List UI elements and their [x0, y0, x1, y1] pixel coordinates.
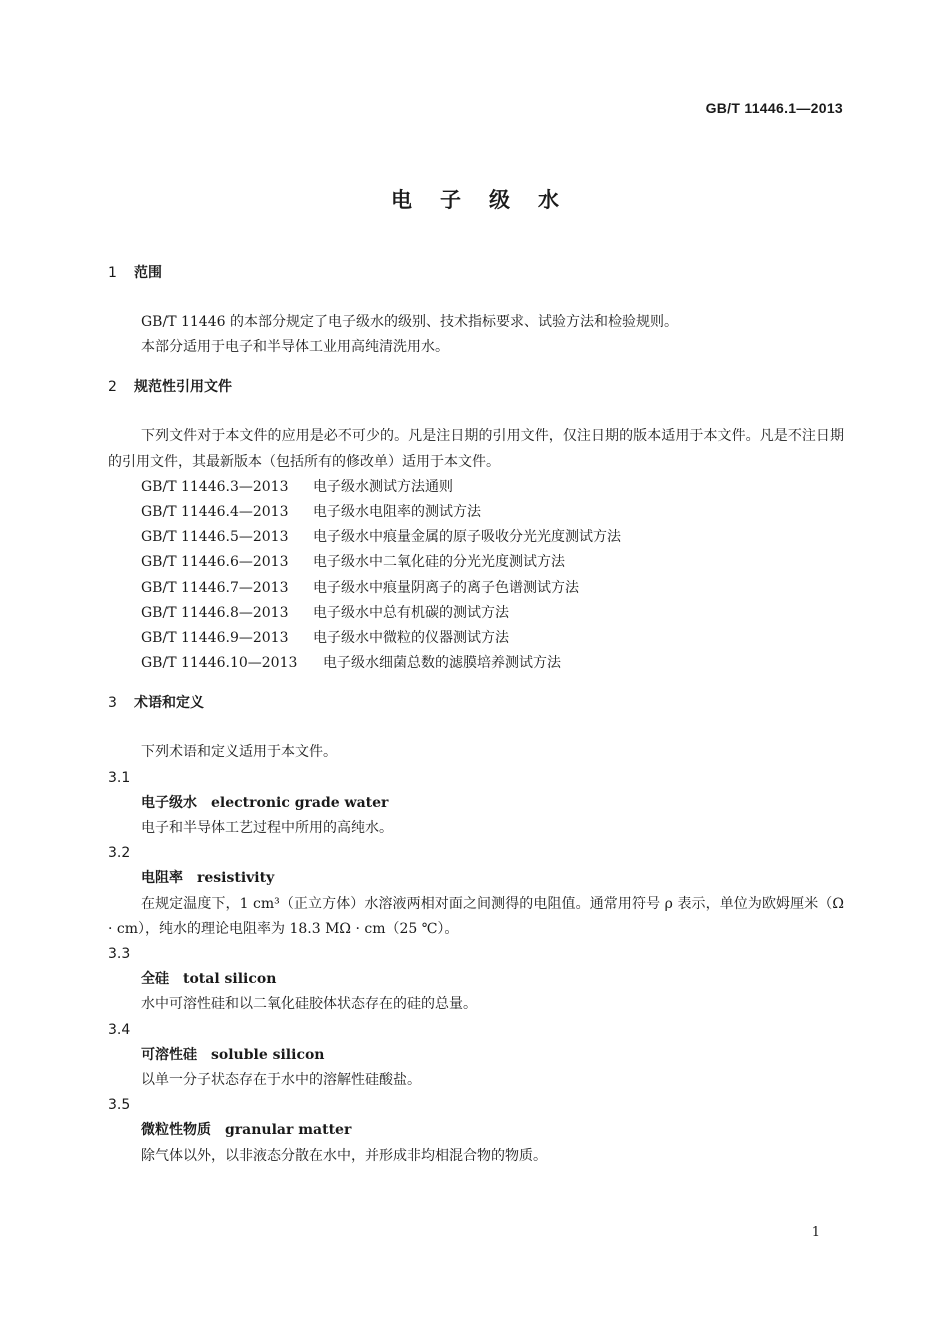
term-heading [108, 791, 844, 816]
reference-code: GB/T 11446.9—2013 [141, 630, 289, 647]
page-number: 1 [811, 1225, 820, 1240]
term-chinese: 电阻率 [141, 870, 183, 887]
term-number: 3.3 [108, 946, 131, 963]
term-number: 3.2 [108, 845, 131, 862]
term-chinese: 可溶性硅 [141, 1046, 197, 1063]
term-heading [108, 1043, 844, 1068]
reference-code: GB/T 11446.3—2013 [141, 478, 289, 495]
term-entry [108, 942, 844, 1018]
section-number: 3 [108, 695, 117, 712]
section-title: 规范性引用文件 [134, 379, 232, 396]
normative-refs-intro: 下列文件对于本文件的应用是必不可少的。凡是注日期的引用文件，仅注日期的版本适用于本文件。凡是不注日期的引用文件，其最新版本（包括所有的修改单）适用于本文件。 [108, 428, 844, 470]
term-entry [108, 841, 844, 942]
section-title: 术语和定义 [134, 695, 204, 712]
term-english: granular matter [225, 1122, 352, 1139]
reference-title: 电子级水中二氧化硅的分光光度测试方法 [313, 554, 565, 571]
reference-item [108, 626, 844, 651]
reference-code: GB/T 11446.6—2013 [141, 554, 289, 571]
term-chinese: 全硅 [141, 971, 169, 988]
section-heading-scope [108, 262, 844, 284]
reference-item [108, 651, 844, 676]
reference-code: GB/T 11446.5—2013 [141, 529, 289, 546]
reference-item [108, 500, 844, 525]
section-number: 1 [108, 265, 117, 281]
reference-item [108, 550, 844, 575]
scope-paragraph: 本部分适用于电子和半导体工业用高纯清洗用水。 [141, 339, 449, 356]
standard-code: GB/T 11446.1—2013 [705, 100, 843, 116]
reference-title: 电子级水中总有机碳的测试方法 [313, 604, 509, 621]
reference-title: 电子级水测试方法通则 [313, 478, 453, 495]
term-english: electronic grade water [211, 794, 389, 811]
term-english: total silicon [183, 971, 277, 988]
reference-title: 电子级水细菌总数的滤膜培养测试方法 [323, 655, 561, 672]
reference-item [108, 475, 844, 500]
scope-paragraph: GB/T 11446 的本部分规定了电子级水的级别、技术指标要求、试验方法和检验规则。 [141, 314, 678, 330]
reference-title: 电子级水中微粒的仪器测试方法 [313, 630, 509, 647]
reference-item [108, 525, 844, 550]
term-definition: 电子和半导体工艺过程中所用的高纯水。 [141, 820, 393, 837]
term-number: 3.1 [108, 769, 131, 786]
section-heading-normative-refs [108, 376, 844, 398]
term-definition: 除气体以外，以非液态分散在水中，并形成非均相混合物的物质。 [141, 1147, 547, 1164]
term-definition: 以单一分子状态存在于水中的溶解性硅酸盐。 [141, 1072, 421, 1089]
reference-title: 电子级水中痕量阴离子的离子色谱测试方法 [313, 579, 579, 596]
term-definition: 水中可溶性硅和以二氧化硅胶体状态存在的硅的总量。 [141, 996, 477, 1013]
document-body [108, 262, 844, 1169]
reference-code: GB/T 11446.4—2013 [141, 504, 289, 521]
section-heading-terms [108, 692, 844, 714]
reference-title: 电子级水电阻率的测试方法 [313, 504, 481, 521]
term-entry [108, 1018, 844, 1094]
term-definition: 在规定温度下，1 cm³（正立方体）水溶液两相对面之间测得的电阻值。通常用符号 ρ 表示，单位为欧姆厘米（Ω · cm），纯水的理论电阻率为 18.3 MΩ · cm（25 ℃）。 [108, 895, 844, 937]
term-heading [108, 866, 844, 891]
reference-item [108, 601, 844, 626]
term-chinese: 电子级水 [141, 794, 197, 811]
reference-code: GB/T 11446.7—2013 [141, 579, 289, 596]
reference-code: GB/T 11446.10—2013 [141, 655, 298, 672]
document-title: 电子级水 [391, 188, 587, 212]
reference-title: 电子级水中痕量金属的原子吸收分光光度测试方法 [313, 529, 621, 546]
term-english: soluble silicon [211, 1046, 325, 1063]
reference-code: GB/T 11446.8—2013 [141, 604, 289, 621]
section-number: 2 [108, 379, 117, 396]
term-heading [108, 1118, 844, 1143]
term-english: resistivity [197, 870, 275, 887]
section-title: 范围 [134, 265, 162, 281]
term-entry [108, 1093, 844, 1169]
term-chinese: 微粒性物质 [141, 1122, 211, 1139]
terms-intro: 下列术语和定义适用于本文件。 [141, 744, 337, 761]
term-number: 3.5 [108, 1097, 131, 1114]
term-number: 3.4 [108, 1021, 131, 1038]
term-entry [108, 766, 844, 842]
term-heading [108, 967, 844, 992]
reference-item [108, 576, 844, 601]
